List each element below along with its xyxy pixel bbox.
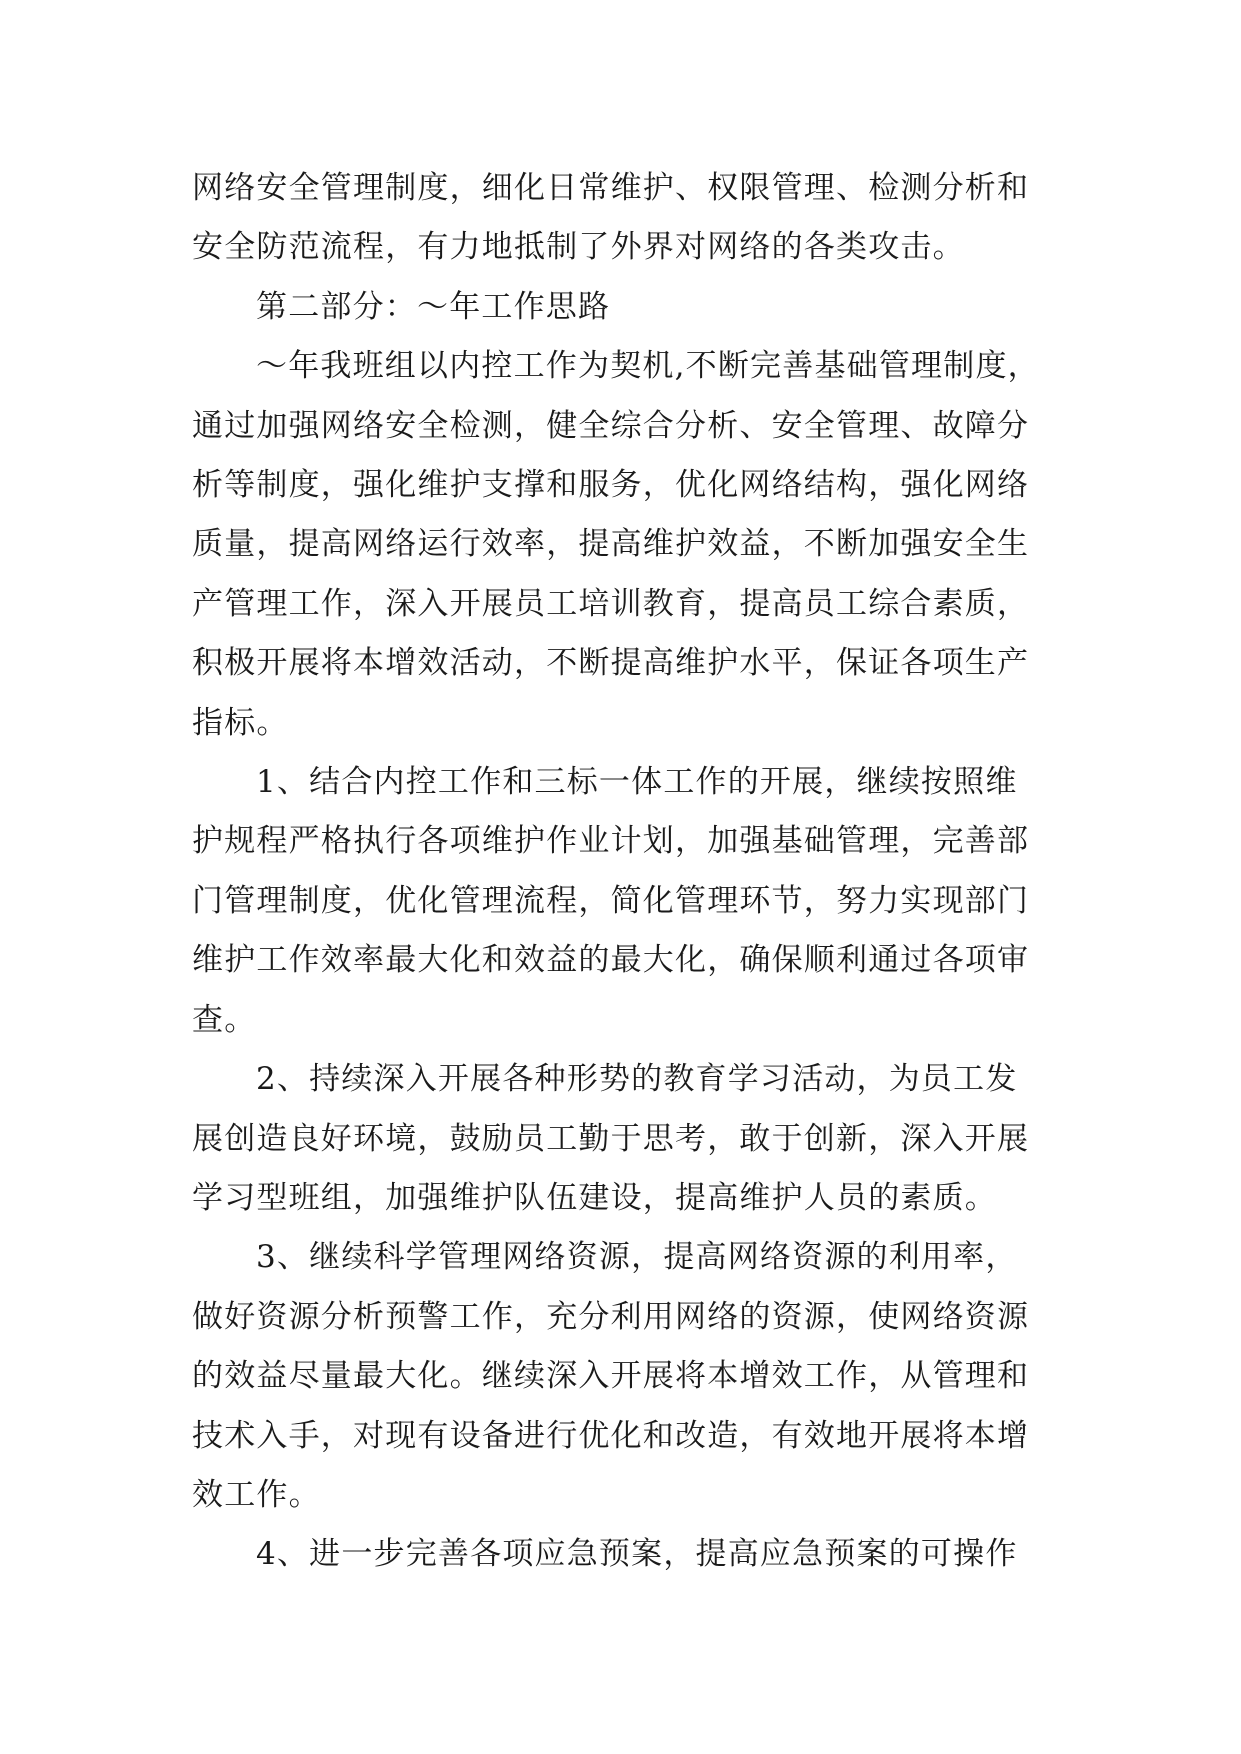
text-line: 效工作。	[192, 1476, 321, 1513]
text-line: 析等制度，强化维护支撑和服务，优化网络结构，强化网络	[192, 467, 1030, 504]
section-heading	[192, 278, 1052, 337]
text-line: 2、持续深入开展各种形势的教育学习活动，为员工发	[256, 1061, 1018, 1098]
text-line: 维护工作效率最大化和效益的最大化，确保顺利通过各项审	[192, 942, 1030, 979]
text-line: ～年我班组以内控工作为契机,不断完善基础管理制度，	[256, 348, 1040, 385]
text-line: 积极开展将本增效活动，不断提高维护水平，保证各项生产	[192, 645, 1030, 682]
paragraph	[192, 159, 1052, 278]
list-item-1	[192, 753, 1052, 1050]
text-line: 查。	[192, 1001, 257, 1038]
text-line: 护规程严格执行各项维护作业计划，加强基础管理，完善部	[192, 823, 1030, 860]
text-line: 3、继续科学管理网络资源，提高网络资源的利用率，	[256, 1239, 1018, 1276]
text-line: 指标。	[192, 704, 289, 741]
text-line: 门管理制度，优化管理流程，简化管理环节，努力实现部门	[192, 882, 1030, 919]
list-item-2	[192, 1050, 1052, 1228]
text-line: 通过加强网络安全检测，健全综合分析、安全管理、故障分	[192, 407, 1030, 444]
text-line: 产管理工作，深入开展员工培训教育，提高员工综合素质，	[192, 585, 1030, 622]
document-body	[192, 159, 1052, 1585]
text-line: 1、结合内控工作和三标一体工作的开展，继续按照维	[256, 764, 1018, 801]
text-line: 学习型班组，加强维护队伍建设，提高维护人员的素质。	[192, 1179, 997, 1216]
list-item-3	[192, 1228, 1052, 1525]
text-line: 第二部分：～年工作思路	[256, 288, 611, 325]
text-line: 网络安全管理制度，细化日常维护、权限管理、检测分析和	[192, 170, 1030, 206]
text-line: 安全防范流程，有力地抵制了外界对网络的各类攻击。	[192, 229, 965, 266]
text-line: 4、进一步完善各项应急预案，提高应急预案的可操作	[256, 1536, 1018, 1573]
text-line: 的效益尽量最大化。继续深入开展将本增效工作，从管理和	[192, 1358, 1030, 1395]
paragraph	[192, 337, 1052, 753]
text-line: 质量，提高网络运行效率，提高维护效益，不断加强安全生	[192, 526, 1030, 563]
text-line: 技术入手，对现有设备进行优化和改造，有效地开展将本增	[192, 1417, 1030, 1454]
list-item-4	[192, 1525, 1052, 1584]
text-line: 展创造良好环境，鼓励员工勤于思考，敢于创新，深入开展	[192, 1120, 1030, 1157]
text-line: 做好资源分析预警工作，充分利用网络的资源，使网络资源	[192, 1298, 1030, 1335]
